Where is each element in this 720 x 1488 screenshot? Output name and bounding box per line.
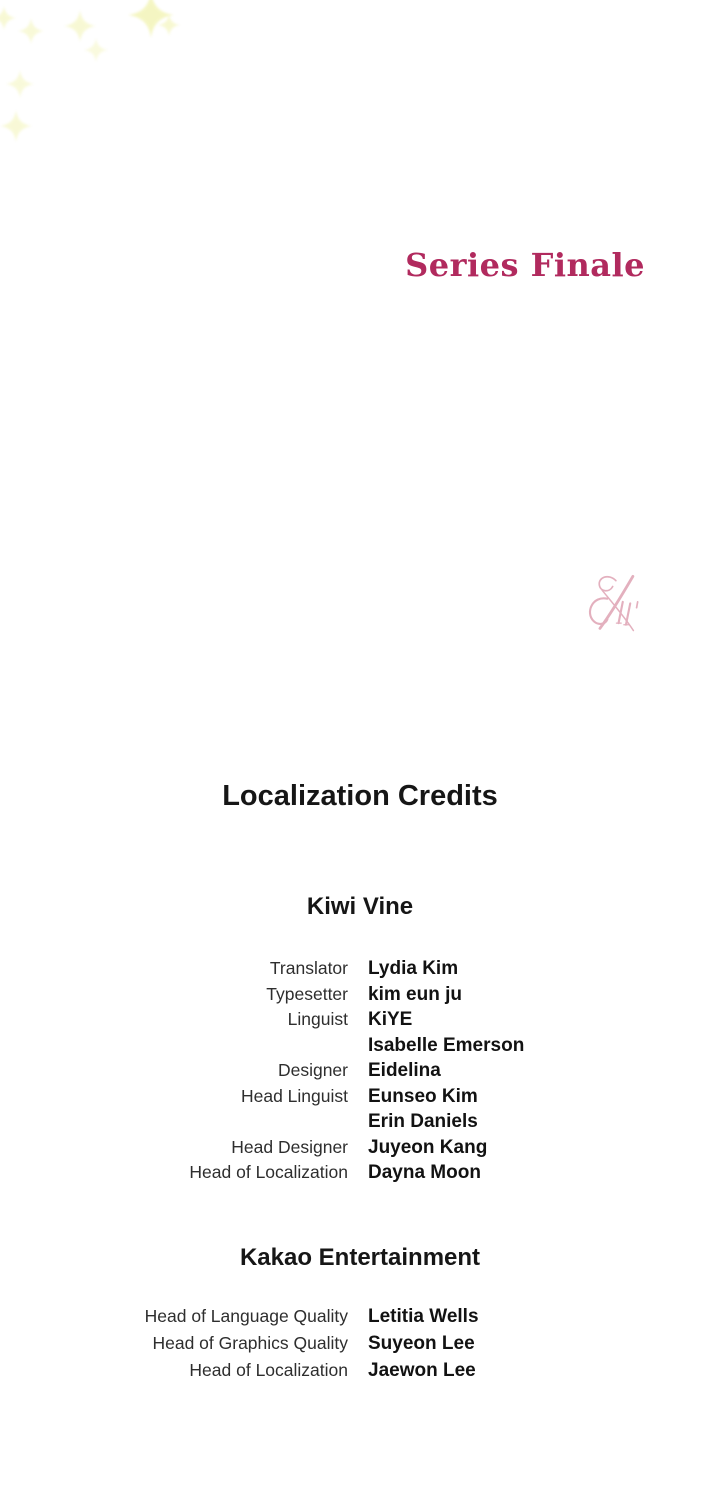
credit-name-value: Suyeon Lee [368,1332,475,1354]
credit-role-label: Head of Language Quality [144,1305,348,1326]
credit-role-label: Designer [277,1060,348,1080]
credit-name-value: kim eun ju [368,983,462,1005]
credit-section [0,892,720,1186]
credit-row [0,1033,720,1059]
credit-section [0,1243,720,1384]
sparkle-icon [84,38,108,62]
series-finale-title: Series Finale [405,246,645,284]
sparkle-icon [6,70,34,98]
credit-role-label: Linguist [287,1009,348,1029]
credit-name-value: Letitia Wells [368,1305,479,1327]
credit-role-label: Head of Localization [189,1359,348,1380]
credit-name-value: Isabelle Emerson [368,1034,525,1056]
credit-row [0,1357,720,1384]
localization-credits-block [0,779,720,1384]
section-rows [0,1303,720,1384]
credit-name-value: Jaewon Lee [368,1359,476,1381]
credit-role-label: Head of Graphics Quality [152,1332,348,1353]
credit-row [0,982,720,1008]
credits-title: Localization Credits [222,780,498,812]
credit-row [0,1303,720,1330]
credit-row [0,1330,720,1357]
credit-row [0,1007,720,1033]
sparkle-icon [18,18,44,44]
credit-role-label: Typesetter [266,983,348,1004]
credit-row [0,1058,720,1084]
credit-role-label: Head Designer [231,1136,348,1157]
credit-row [0,1160,720,1186]
credit-name-value: Eidelina [368,1060,441,1081]
credit-name-value: Erin Daniels [368,1111,478,1132]
credit-name-value: Eunseo Kim [368,1085,478,1107]
credit-name-value: KiYE [368,1009,413,1030]
credit-name-value: Lydia Kim [368,958,459,979]
sparkle-icon [128,0,174,38]
sparkle-icon [158,14,180,36]
credit-row [0,1135,720,1161]
publisher-monogram-icon [584,570,652,638]
sparkle-icon [0,110,32,142]
credit-role-label: Head of Localization [189,1162,348,1182]
sparkle-icon [64,10,96,42]
credit-row [0,956,720,982]
section-rows [0,956,720,1186]
sparkle-icon [0,6,16,30]
credit-name-value: Dayna Moon [368,1162,481,1183]
credit-sections [0,892,720,1384]
section-heading: Kiwi Vine [306,893,414,920]
credit-role-label: Head Linguist [240,1085,348,1106]
credit-row [0,1084,720,1110]
credit-row [0,1109,720,1135]
section-heading: Kakao Entertainment [239,1243,481,1271]
credit-name-value: Juyeon Kang [368,1136,488,1158]
credit-role-label: Translator [269,958,348,978]
